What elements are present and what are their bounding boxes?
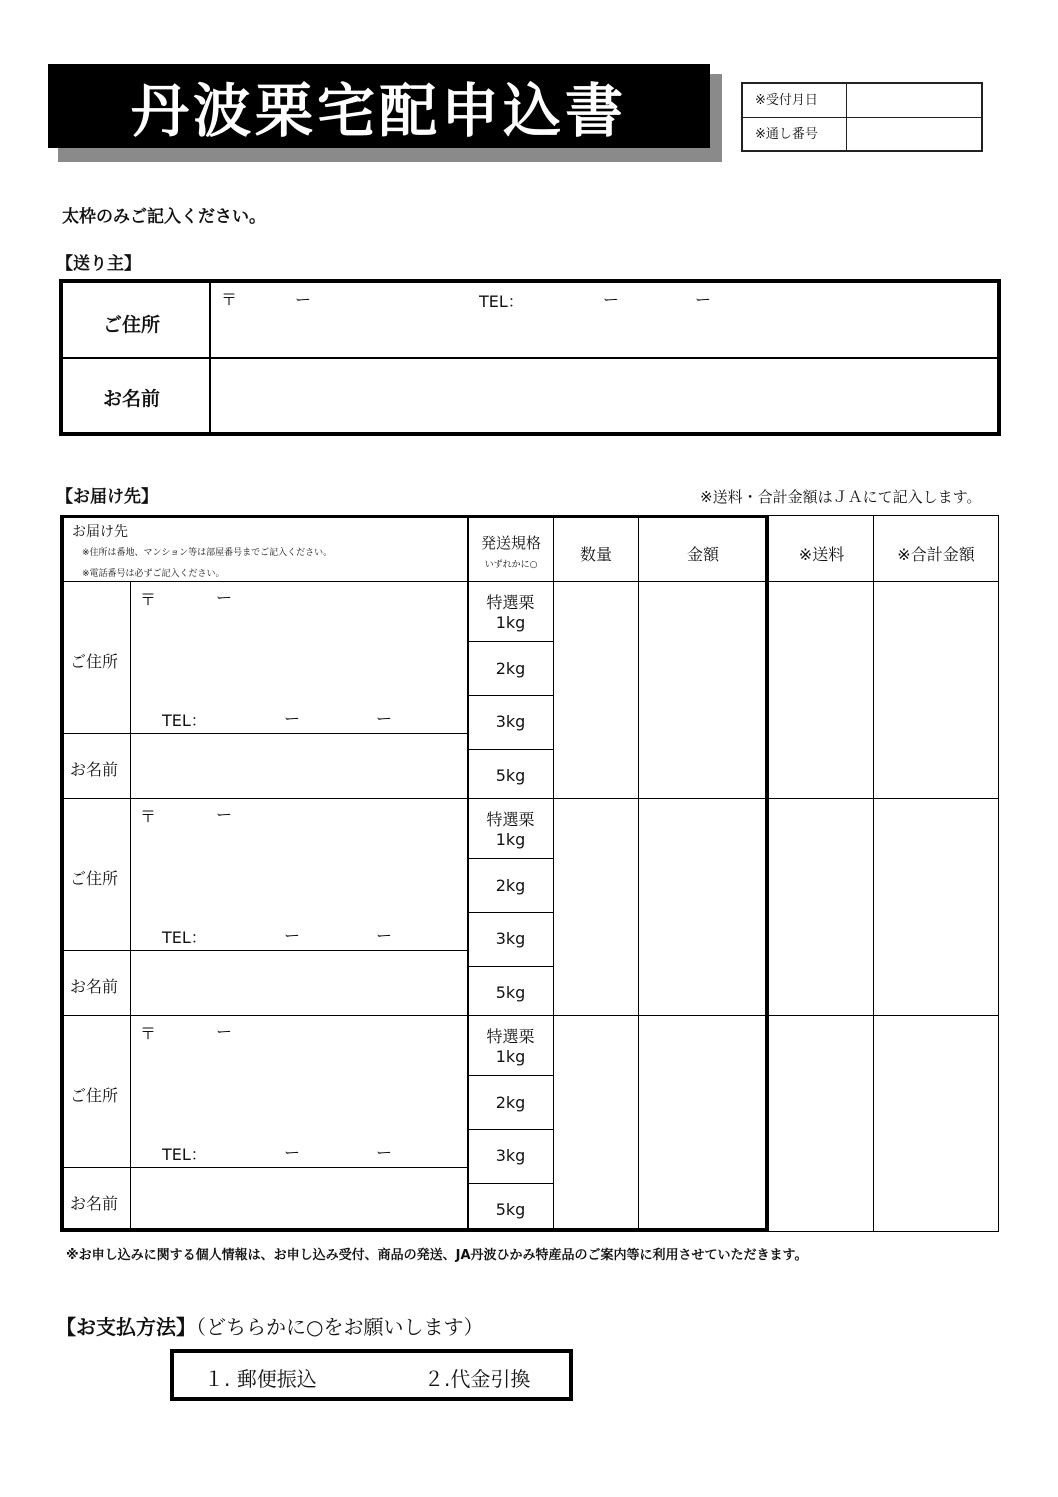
size-option[interactable]: 3kg <box>495 1146 526 1165</box>
sender-tel-dash: ー <box>603 290 620 309</box>
size-row-line <box>468 858 553 859</box>
dest-header-title: お届け先 <box>72 524 128 540</box>
dest-postal-mark: 〒 <box>140 1024 157 1043</box>
size-row-line <box>468 966 553 967</box>
size-option[interactable]: 2kg <box>495 876 526 895</box>
label-col-line <box>130 1015 131 1232</box>
dest-address-label: ご住所 <box>70 1086 119 1105</box>
size-option[interactable]: 5kg <box>495 1200 526 1219</box>
dest-header-shipping: ※送料 <box>798 545 845 564</box>
table-border-right <box>998 515 999 1232</box>
dest-name-label: お名前 <box>70 760 119 779</box>
dest-tel-label: TEL： <box>162 1145 207 1164</box>
sender-heading: 【送り主】 <box>56 254 141 274</box>
table-border-bottom-right <box>769 1231 999 1232</box>
dest-tel-dash: ー <box>376 709 393 728</box>
sender-address-label: ご住所 <box>103 314 161 336</box>
size-option[interactable]: 2kg <box>495 1093 526 1112</box>
dest-postal-dash: ー <box>216 1022 233 1041</box>
label-col-line <box>130 581 131 798</box>
size-row-line <box>468 1183 553 1184</box>
size-row-line <box>468 641 553 642</box>
sender-name-label: お名前 <box>103 388 161 410</box>
thick-border-bottom <box>60 1228 769 1232</box>
dest-header-amount: 金額 <box>686 545 719 564</box>
payment-heading: 【お支払方法】 <box>56 1315 196 1339</box>
dest-name-label: お名前 <box>70 1194 119 1213</box>
dest-tel-dash: ー <box>376 1143 393 1162</box>
size-row-line <box>468 1129 553 1130</box>
size-row-line <box>468 1075 553 1076</box>
dest-header-note1: ※住所は番地、マンション等は部屋番号までご記入ください。 <box>82 548 333 558</box>
dest-header-total: ※合計金額 <box>897 545 975 564</box>
header-divider <box>60 581 999 582</box>
block-divider <box>60 798 999 799</box>
dest-postal-mark: 〒 <box>140 590 157 609</box>
dest-postal-dash: ー <box>216 588 233 607</box>
destination-heading: 【お届け先】 <box>56 487 158 507</box>
size-row-line <box>468 912 553 913</box>
dest-tel-dash: ー <box>284 926 301 945</box>
address-name-divider <box>60 950 468 951</box>
dest-address-label: ご住所 <box>70 869 119 888</box>
sender-tel-label: TEL： <box>479 292 524 311</box>
size-option[interactable]: 3kg <box>495 929 526 948</box>
dest-tel-dash: ー <box>284 1143 301 1162</box>
dest-address-label: ご住所 <box>70 652 119 671</box>
thick-border-top <box>60 515 769 518</box>
dest-tel-label: TEL： <box>162 711 207 730</box>
block-divider <box>60 1015 999 1016</box>
destination-note: ※送料・合計金額はＪＡにて記入します。 <box>700 488 982 506</box>
payment-option-cod[interactable]: ２.代金引換 <box>424 1367 531 1391</box>
instruction-text: 太枠のみご記入ください。 <box>62 207 266 227</box>
sender-postal-mark: 〒 <box>221 290 238 309</box>
address-name-divider <box>60 733 468 734</box>
sender-postal-dash: ー <box>295 290 312 309</box>
size-option[interactable]: 特選栗 1kg <box>486 593 535 632</box>
privacy-note: ※お申し込みに関する個人情報は、お申し込み受付、商品の発送、JA丹波ひかみ特産品のご案内等に利用させていただきます。 <box>66 1248 808 1263</box>
receipt-serial-label: ※通し番号 <box>743 118 847 152</box>
size-row-line <box>468 695 553 696</box>
dest-postal-mark: 〒 <box>140 807 157 826</box>
thick-border-right <box>765 515 769 1232</box>
col-line <box>873 515 874 1232</box>
payment-option-postal[interactable]: １. 郵便振込 <box>204 1367 317 1391</box>
col-line <box>553 515 554 1232</box>
dest-header-spec: 発送規格 <box>480 534 541 552</box>
dest-tel-dash: ー <box>284 709 301 728</box>
receipt-date-label: ※受付月日 <box>743 84 847 117</box>
size-row-line <box>468 749 553 750</box>
dest-header-spec-sub: いずれかに○ <box>484 560 538 570</box>
page-title: 丹波栗宅配申込書 <box>48 64 710 148</box>
dest-tel-dash: ー <box>376 926 393 945</box>
payment-heading-row <box>56 1311 483 1340</box>
payment-subtext: （どちらかに○をお願いします） <box>196 1315 484 1339</box>
size-option[interactable]: 2kg <box>495 659 526 678</box>
sender-tel-dash: ー <box>695 290 712 309</box>
address-name-divider <box>60 1167 468 1168</box>
payment-options-box <box>170 1349 573 1401</box>
size-option[interactable]: 特選栗 1kg <box>486 810 535 849</box>
thick-border-left <box>60 515 64 1232</box>
size-option[interactable]: 5kg <box>495 766 526 785</box>
dest-header-note2: ※電話番号は必ずご記入ください。 <box>82 569 225 579</box>
dest-header-quantity: 数量 <box>579 545 612 564</box>
size-option[interactable]: 特選栗 1kg <box>486 1027 535 1066</box>
size-option[interactable]: 3kg <box>495 712 526 731</box>
dest-tel-label: TEL： <box>162 928 207 947</box>
dest-postal-dash: ー <box>216 805 233 824</box>
dest-name-label: お名前 <box>70 977 119 996</box>
label-col-line <box>130 798 131 1015</box>
size-option[interactable]: 5kg <box>495 983 526 1002</box>
col-line <box>638 515 639 1232</box>
